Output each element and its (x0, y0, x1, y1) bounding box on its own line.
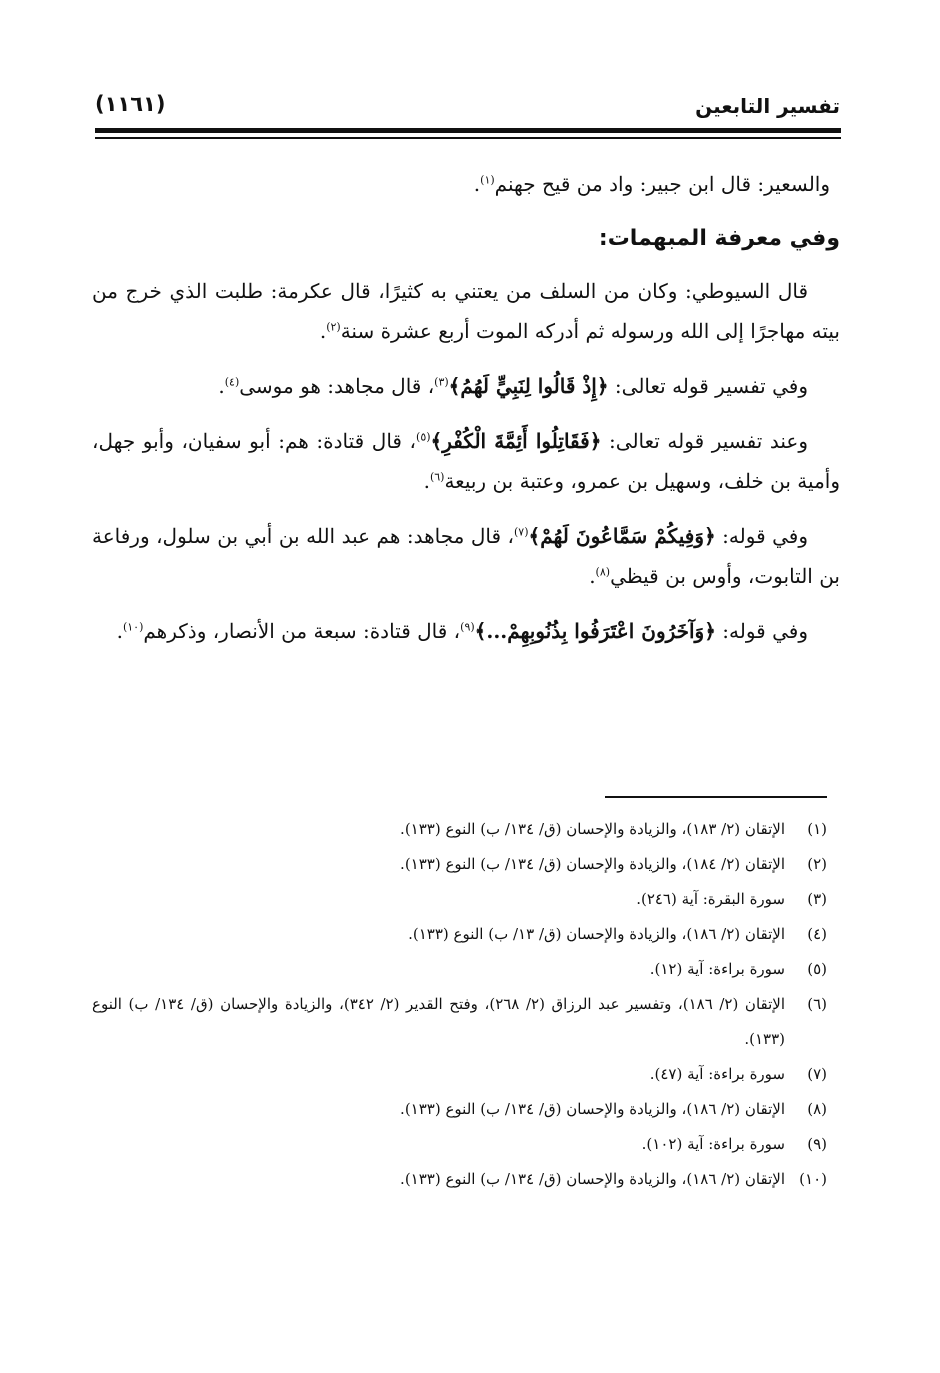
main-text (92, 164, 840, 666)
footnote-item (92, 847, 827, 882)
quran-verse: ﴿وَآخَرُونَ اعْتَرَفُوا بِذُنُوبِهِمْ...﴾ (474, 619, 716, 643)
footnote-number: (٤) (807, 925, 827, 943)
footnote-text: الإتقان (٢/ ١٨٦)، والزيادة والإحسان (ق/ ١٣٤/ ب) النوع (١٣٣). (400, 1170, 785, 1188)
footnote-item (92, 1057, 827, 1092)
footnote-text: الإتقان (٢/ ١٨٦)، وتفسير عبد الرزاق (٢/ ٢٦٨)، وفتح القدير (٢/ ٣٤٢)، والزيادة والإحسان (ق/ ١٣٤/ ب) النوع (١٣٣). (92, 995, 785, 1048)
footnote-item (92, 917, 827, 952)
section-heading: وفي معرفة المبهمات: (598, 226, 840, 251)
footnote-text: سورة براءة: آية (٤٧). (649, 1065, 785, 1083)
paragraph-6: وفي قوله: ﴿وَآخَرُونَ اعْتَرَفُوا بِذُنُوبِهِمْ...﴾$^{(٩)}$، قال قتادة: سبعة من الأنصار، وذكرهم$^{(١٠)}$. (116, 619, 808, 643)
footnote-number: (٧) (807, 1065, 827, 1083)
paragraph-3: وفي تفسير قوله تعالى: ﴿إِذْ قَالُوا لِنَبِيٍّ لَهُمُ﴾$^{(٣)}$، قال مجاهد: هو موسى$^{(٤)}$. (218, 374, 808, 398)
quran-verse: ﴿إِذْ قَالُوا لِنَبِيٍّ لَهُمُ﴾ (448, 374, 609, 398)
paragraph-1: والسعير: قال ابن جبير: واد من قيح جهنم$^{(١)}$. (473, 172, 830, 196)
footnote-ref: (٣) (434, 375, 449, 389)
footnote-ref: (٩) (460, 620, 475, 634)
page-number: (١١٦١) (95, 92, 166, 116)
footnote-item (92, 812, 827, 847)
footnote-number: (٩) (807, 1135, 827, 1153)
footnote-number: (٢) (807, 855, 827, 873)
footnote-separator (605, 796, 827, 798)
footnote-number: (١٠) (799, 1170, 827, 1188)
footnote-text: سورة براءة: آية (١٢). (649, 960, 785, 978)
footnote-item (92, 882, 827, 917)
header-rule-thin (95, 137, 841, 139)
footnote-ref: (١) (480, 173, 495, 187)
footnote-number: (١) (807, 820, 827, 838)
footnote-text: الإتقان (٢/ ١٨٦)، والزيادة والإحسان (ق/ ١٣٤/ ب) النوع (١٣٣). (400, 1100, 785, 1118)
footnote-item (92, 952, 827, 987)
paragraph-5: وفي قوله: ﴿وَفِيكُمْ سَمَّاعُونَ لَهُمْ﴾$^{(٧)}$، قال مجاهد: هم عبد الله بن أبي بن سلول، ورفاعة بن التابوت، وأوس بن قيظي$^{(٨)}$. (92, 524, 840, 588)
quran-verse: ﴿وَفِيكُمْ سَمَّاعُونَ لَهُمْ﴾ (528, 524, 716, 548)
header-rule-thick (95, 128, 841, 133)
footnote-ref: (٦) (429, 470, 445, 484)
footnote-text: سورة براءة: آية (١٠٢). (641, 1135, 785, 1153)
footnote-ref: (٢) (326, 320, 341, 334)
footnote-item (92, 1127, 827, 1162)
footnote-ref: (٧) (513, 525, 529, 539)
footnote-number: (٨) (807, 1100, 827, 1118)
paragraph-2: قال السيوطي: وكان من السلف من يعتني به كثيرًا، قال عكرمة: طلبت الذي خرج من بيته مهاجرًا إلى الله ورسوله ثم أدركه الموت أربع عشرة سنة$^{(٢)}$. (92, 279, 840, 343)
footnote-ref: (٥) (416, 430, 431, 444)
quran-verse: ﴿فَقَاتِلُوا أَئِمَّةَ الْكُفْرِ﴾ (430, 429, 602, 453)
paragraph-4: وعند تفسير قوله تعالى: ﴿فَقَاتِلُوا أَئِمَّةَ الْكُفْرِ﴾$^{(٥)}$، قال قتادة: هم: أبو سفيان، وأبو جهل، وأمية بن خلف، وسهيل بن عمرو، وعتبة بن ربيعة$^{(٦)}$. (92, 429, 840, 493)
footnote-number: (٦) (807, 995, 827, 1013)
footnote-ref: (٤) (224, 375, 240, 389)
footnote-item (92, 1162, 827, 1197)
footnote-ref: (١٠) (122, 620, 144, 634)
footnote-number: (٣) (807, 890, 827, 908)
footnote-text: الإتقان (٢/ ١٨٣)، والزيادة والإحسان (ق/ ١٣٤/ ب) النوع (١٣٣). (400, 820, 785, 838)
footnote-text: الإتقان (٢/ ١٨٦)، والزيادة والإحسان (ق/ ١٣/ ب) النوع (١٣٣). (408, 925, 785, 943)
footnote-text: الإتقان (٢/ ١٨٤)، والزيادة والإحسان (ق/ ١٣٤/ ب) النوع (١٣٣). (400, 855, 785, 873)
footnote-item (92, 1092, 827, 1127)
book-title: تفسير التابعين (695, 94, 840, 118)
footnote-text: سورة البقرة: آية (٢٤٦). (636, 890, 785, 908)
running-header (95, 92, 840, 122)
footnotes (92, 812, 827, 1197)
footnote-item (92, 987, 827, 1057)
footnote-ref: (٨) (595, 565, 611, 579)
footnote-number: (٥) (807, 960, 827, 978)
